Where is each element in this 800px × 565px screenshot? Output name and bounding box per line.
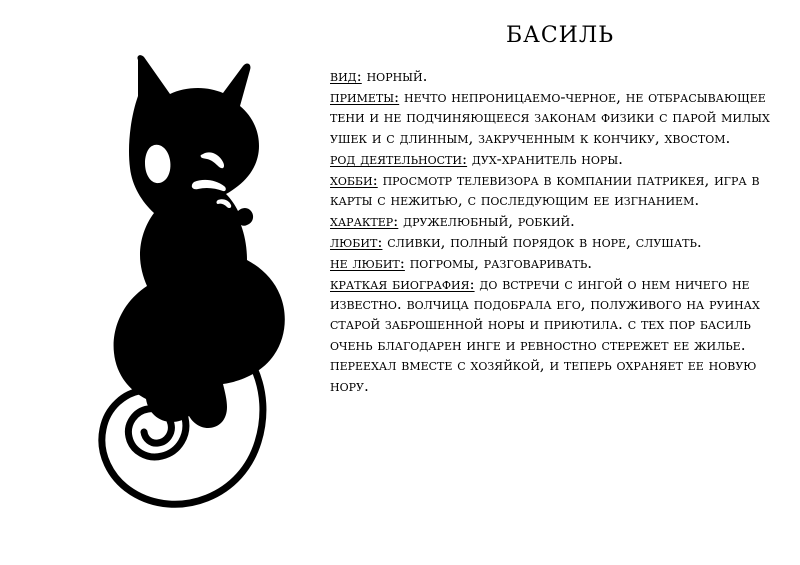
entry-primety xyxy=(330,87,786,148)
entry-value: дружелюбный, робкий. xyxy=(403,211,575,230)
entry-list xyxy=(330,66,786,396)
entry-label: вид: xyxy=(330,67,362,85)
entry-harakter xyxy=(330,211,786,231)
entry-label: не любит: xyxy=(330,253,405,272)
entry-vid xyxy=(330,66,786,86)
entry-kratkaya-biografiya xyxy=(330,274,786,396)
entry-label: род деятельности: xyxy=(330,149,468,168)
entry-ne-lyubit xyxy=(330,253,786,273)
entry-value: норный. xyxy=(366,67,428,85)
entry-lyubit xyxy=(330,232,786,252)
entry-label: хобби: xyxy=(330,170,378,189)
entry-label: краткая биография: xyxy=(330,274,475,293)
entry-value: до встречи с ингой о нем ничего не известно. волчица подобрала его, полуживого на руинах старой заброшенной норы и приютила. с тех пор басиль очень благодарен инге и ревностно стережет ее жилье. переехал вместе с хозяйкой, и теперь охраняет ее новую нору. xyxy=(330,274,760,395)
character-description xyxy=(330,14,786,397)
entry-value: нечто непроницаемо-черное, не отбрасывающее тени и не подчиняющееся законам физики с парой милых ушек и с длинным, закрученным к кончику, хвостом. xyxy=(330,87,770,147)
black-cat-illustration xyxy=(18,50,330,520)
entry-label: любит: xyxy=(330,232,383,251)
entry-value: дух-хранитель норы. xyxy=(471,149,623,168)
page-title: басиль xyxy=(505,14,615,50)
entry-label: характер: xyxy=(330,211,399,230)
entry-hobbi xyxy=(330,170,786,211)
entry-rod-deyatelnosti xyxy=(330,149,786,169)
entry-label: приметы: xyxy=(330,87,400,106)
entry-value: погромы, разговаривать. xyxy=(409,253,593,272)
cat-figure xyxy=(102,55,285,504)
entry-value: сливки, полный порядок в норе, слушать. xyxy=(387,232,702,251)
entry-value: просмотр телевизора в компании патрикея, игра в карты с нежитью, с последующим ее изгнанием. xyxy=(330,170,760,209)
